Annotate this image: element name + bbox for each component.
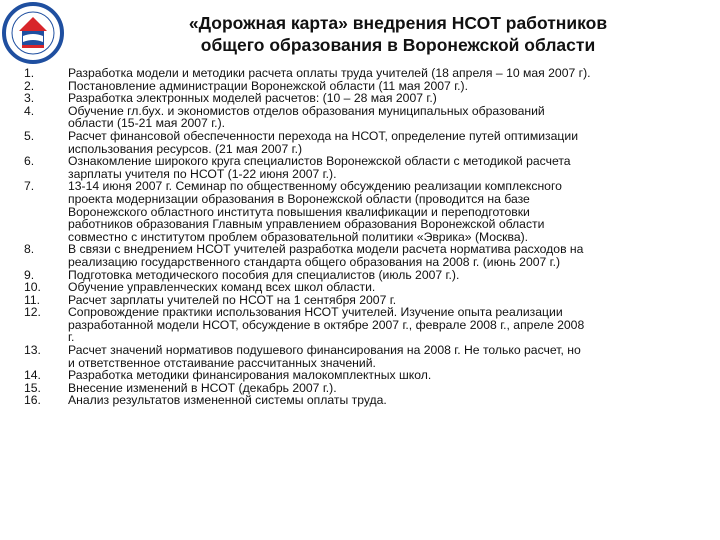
item-number: 15. [24, 380, 41, 395]
item-number: 6. [24, 154, 35, 169]
item-number: 1. [24, 66, 35, 80]
item-text: Расчет финансовой обеспеченности перехода на НСОТ, определение путей оптимизации использования ресурсов. (21 мая 2007 г.) [68, 128, 578, 156]
item-number: 3. [24, 91, 35, 106]
item-number: 8. [24, 242, 35, 257]
list-item [16, 130, 716, 155]
item-number: 5. [24, 128, 35, 143]
item-number: 2. [24, 78, 35, 93]
list-item [16, 92, 716, 105]
roadmap-list [16, 67, 716, 407]
list-item [16, 344, 716, 369]
item-number: 16. [24, 393, 41, 408]
organization-logo [2, 2, 64, 64]
item-number: 12. [24, 305, 41, 320]
item-text: Анализ результатов измененной системы оплаты труда. [68, 393, 387, 408]
list-item [16, 155, 716, 180]
item-text: Постановление администрации Воронежской области (11 мая 2007 г.). [68, 78, 468, 93]
item-number: 14. [24, 368, 41, 383]
item-text: Обучение управленческих команд всех школ области. [68, 280, 376, 295]
item-text: Расчет зарплаты учителей по НСОТ на 1 сентября 2007 г. [68, 292, 397, 307]
item-number: 4. [24, 103, 35, 118]
item-text: Подготовка методического пособия для специалистов (июль 2007 г.). [68, 267, 460, 282]
item-number: 13. [24, 343, 41, 358]
item-text: Обучение гл.бух. и экономистов отделов образования муниципальных образований области (15-21 мая 2007 г.). [68, 103, 545, 131]
list-item [16, 180, 716, 243]
slide-title [118, 12, 678, 56]
list-item [16, 394, 716, 407]
list-item [16, 306, 716, 344]
item-number: 10. [24, 280, 41, 295]
item-text: Ознакомление широкого круга специалистов Воронежской области с методикой расчета зарплаты учителя по НСОТ (1-22 июня 2007 г.). [68, 154, 571, 181]
item-text: Внесение изменений в НСОТ (декабрь 2007 г.). [68, 380, 337, 395]
item-text: 13-14 июня 2007 г. Семинар по общественному обсуждению реализации комплексного проекта модернизации образования в Воронежской области (проводится на базе Воронежского областного института повышения квалификации и переподготовки работников образования Главным управлением образования Воронежской области совместно с институтом проблем образовательной политики «Эврика» (Москва). [68, 179, 562, 244]
item-text: Разработка электронных моделей расчетов: (10 – 28 мая 2007 г.) [68, 91, 437, 106]
logo-stripe-red [22, 45, 44, 48]
list-item [16, 243, 716, 268]
item-number: 11. [24, 292, 41, 307]
item-text: Сопровождение практики использования НСОТ учителей. Изучение опыта реализации разработанной модели НСОТ, обсуждение в октябре 2007 г., феврале 2008 г., апреле 2008 г. [68, 305, 585, 345]
item-text: В связи с внедрением НСОТ учителей разработка модели расчета норматива расходов на реализацию государственного стандарта общего образования на 2008 г. (июнь 2007 г.) [68, 242, 584, 269]
title-line: общего образования в Воронежской области [200, 35, 596, 55]
title-line: «Дорожная карта» внедрения НСОТ работников [188, 13, 608, 33]
item-text: Расчет значений нормативов подушевого финансирования на 2008 г. Не только расчет, но и ответственное отстаивание рассчитанных значений. [68, 343, 581, 370]
item-number: 7. [24, 179, 35, 194]
item-number: 9. [24, 267, 35, 282]
list-item [16, 67, 716, 80]
item-text: Разработка модели и методики расчета оплаты труда учителей (18 апреля – 10 мая 2007 г). [68, 66, 591, 80]
list-item [16, 105, 716, 130]
list-item [16, 369, 716, 382]
item-text: Разработка методики финансирования малокомплектных школ. [68, 368, 432, 383]
list-item [16, 281, 716, 294]
